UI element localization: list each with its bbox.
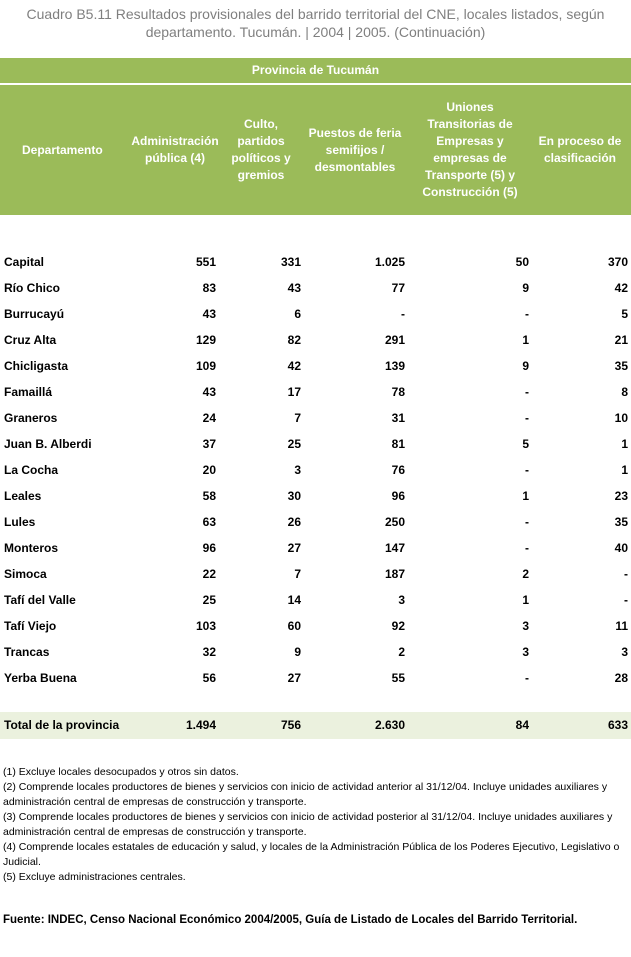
row-label: Capital xyxy=(4,255,45,269)
table-cell: 56 xyxy=(202,671,216,685)
table-row xyxy=(0,250,631,276)
row-label: Río Chico xyxy=(4,281,60,295)
table-cell: 14 xyxy=(287,593,301,607)
footnote: (5) Excluye administraciones centrales. xyxy=(3,871,186,883)
table-cell: 103 xyxy=(195,619,216,633)
table-cell: 187 xyxy=(384,567,405,581)
column-header-departamento: Departamento xyxy=(22,142,103,157)
table-cell: 25 xyxy=(287,437,301,451)
total-label: Total de la provincia xyxy=(4,718,120,732)
row-label: Tafí del Valle xyxy=(4,593,76,607)
table-cell: 42 xyxy=(614,281,628,295)
table-cell: 139 xyxy=(384,359,405,373)
table-row xyxy=(0,432,631,458)
row-label: Lules xyxy=(4,515,36,529)
table-cell: - xyxy=(401,307,405,321)
total-cell: 1.494 xyxy=(185,718,216,732)
table-cell: 331 xyxy=(280,255,301,269)
table-cell: 60 xyxy=(287,619,301,633)
table-cell: 2 xyxy=(398,645,405,659)
table-row xyxy=(0,484,631,510)
table-cell: - xyxy=(525,307,529,321)
table-cell: 23 xyxy=(614,489,628,503)
table-cell: 1 xyxy=(621,437,628,451)
table-cell: 3 xyxy=(621,645,628,659)
table-row xyxy=(0,354,631,380)
table-cell: 7 xyxy=(294,567,301,581)
table-cell: 96 xyxy=(202,541,216,555)
footnotes xyxy=(3,765,629,885)
table-cell: 35 xyxy=(614,359,628,373)
table-cell: 24 xyxy=(202,411,216,425)
total-cell: 756 xyxy=(280,718,301,732)
row-label: Yerba Buena xyxy=(4,671,77,685)
table-cell: 83 xyxy=(202,281,216,295)
table-cell: 40 xyxy=(614,541,628,555)
table-row xyxy=(0,510,631,536)
table-body xyxy=(0,250,631,692)
table-cell: 9 xyxy=(522,281,529,295)
table-cell: 31 xyxy=(391,411,405,425)
total-cell: 84 xyxy=(515,718,529,732)
table-cell: - xyxy=(525,411,529,425)
table-cell: 109 xyxy=(195,359,216,373)
table-cell: 55 xyxy=(391,671,405,685)
table-row xyxy=(0,666,631,692)
footnote: (3) Comprende locales productores de bienes y servicios con inicio de actividad posterior al 31/12/04. Incluye unidades auxiliares y administración central de empresas de construcción y transporte. xyxy=(3,811,613,838)
table-cell: 10 xyxy=(614,411,628,425)
table-cell: 25 xyxy=(202,593,216,607)
footnote: (1) Excluye locales desocupados y otros sin datos. xyxy=(3,766,239,778)
table-cell: 78 xyxy=(391,385,405,399)
table-row xyxy=(0,380,631,406)
table-cell: 32 xyxy=(202,645,216,659)
table-row xyxy=(0,536,631,562)
row-label: Famaillá xyxy=(4,385,53,399)
table-cell: 1 xyxy=(522,489,529,503)
footnote: (4) Comprende locales estatales de educación y salud, y locales de la Administración Pública de los Poderes Ejecutivo, Legislativo o Judicial. xyxy=(3,841,620,868)
table-cell: - xyxy=(525,463,529,477)
table-cell: 2 xyxy=(522,567,529,581)
table-cell: 9 xyxy=(294,645,301,659)
table-cell: 76 xyxy=(391,463,405,477)
row-label: Simoca xyxy=(4,567,47,581)
table-cell: 28 xyxy=(614,671,628,685)
table-cell: 3 xyxy=(398,593,405,607)
table-cell: 92 xyxy=(391,619,405,633)
column-header-puestos: Puestos de feria semifijos / desmontables xyxy=(308,125,402,174)
column-header-uniones: Uniones Transitorias de Empresas y empresas de Transporte (5) y Construcción (5) xyxy=(422,100,518,199)
footnote: (2) Comprende locales productores de bienes y servicios con inicio de actividad anterior al 31/12/04. Incluye unidades auxiliares y administración central de empresas de construcción y transporte. xyxy=(3,781,608,808)
table-cell: 20 xyxy=(202,463,216,477)
table-cell: - xyxy=(624,567,628,581)
table-cell: 27 xyxy=(287,541,301,555)
table-cell: 3 xyxy=(522,645,529,659)
table-cell: 37 xyxy=(202,437,216,451)
column-header-row xyxy=(0,83,631,215)
table-cell: 5 xyxy=(621,307,628,321)
table-cell: 8 xyxy=(621,385,628,399)
table-row xyxy=(0,302,631,328)
row-label: Monteros xyxy=(4,541,58,555)
source-note: Fuente: INDEC, Censo Nacional Económico 2004/2005, Guía de Listado de Locales del Barrido Territorial. xyxy=(3,914,578,926)
province-band: Provincia de Tucumán xyxy=(0,58,631,83)
table-row xyxy=(0,406,631,432)
table-row xyxy=(0,458,631,484)
row-label: La Cocha xyxy=(4,463,59,477)
table-cell: 3 xyxy=(294,463,301,477)
table-cell: 50 xyxy=(515,255,529,269)
row-label: Chicligasta xyxy=(4,359,69,373)
table-cell: 9 xyxy=(522,359,529,373)
table-cell: 81 xyxy=(391,437,405,451)
total-cell: 633 xyxy=(607,718,628,732)
table-cell: 5 xyxy=(522,437,529,451)
table-cell: 551 xyxy=(195,255,216,269)
table-title: Cuadro B5.11 Resultados provisionales del barrido territorial del CNE, locales listados, según departamento. Tucumán. | 2004 | 2005. (Continuación) xyxy=(26,6,605,40)
table-cell: 43 xyxy=(287,281,301,295)
table-cell: 43 xyxy=(202,385,216,399)
table-row xyxy=(0,328,631,354)
table-cell: 77 xyxy=(391,281,405,295)
table-cell: 42 xyxy=(287,359,301,373)
table-cell: 370 xyxy=(607,255,628,269)
table-cell: 17 xyxy=(287,385,301,399)
row-label: Leales xyxy=(4,489,42,503)
table-cell: 35 xyxy=(614,515,628,529)
table-cell: 129 xyxy=(195,333,216,347)
table-cell: 1 xyxy=(621,463,628,477)
table-cell: 27 xyxy=(287,671,301,685)
table-cell: 63 xyxy=(202,515,216,529)
row-label: Trancas xyxy=(4,645,50,659)
table-row xyxy=(0,588,631,614)
table-cell: 96 xyxy=(391,489,405,503)
table-cell: 21 xyxy=(614,333,628,347)
row-label: Burrucayú xyxy=(4,307,65,321)
table-cell: 147 xyxy=(384,541,405,555)
table-cell: - xyxy=(624,593,628,607)
column-header-proceso: En proceso de clasificación xyxy=(538,134,622,165)
table-cell: 1 xyxy=(522,333,529,347)
table-cell: - xyxy=(525,385,529,399)
table-cell: - xyxy=(525,541,529,555)
table-row xyxy=(0,562,631,588)
table-cell: 1.025 xyxy=(374,255,405,269)
column-header-administracion: Administración pública (4) xyxy=(131,134,219,165)
total-cell: 2.630 xyxy=(374,718,405,732)
table-cell: - xyxy=(525,515,529,529)
table-cell: 82 xyxy=(287,333,301,347)
row-label: Juan B. Alberdi xyxy=(4,437,92,451)
table-row xyxy=(0,614,631,640)
row-label: Cruz Alta xyxy=(4,333,57,347)
total-row xyxy=(0,712,631,739)
table-row xyxy=(0,276,631,302)
table-row xyxy=(0,640,631,666)
table-cell: 250 xyxy=(384,515,405,529)
table-cell: 1 xyxy=(522,593,529,607)
column-header-culto: Culto, partidos políticos y gremios xyxy=(231,117,291,182)
table-cell: 26 xyxy=(287,515,301,529)
table-cell: 3 xyxy=(522,619,529,633)
table-cell: 22 xyxy=(202,567,216,581)
table-cell: 58 xyxy=(202,489,216,503)
table-cell: 30 xyxy=(287,489,301,503)
table-cell: - xyxy=(525,671,529,685)
row-label: Graneros xyxy=(4,411,58,425)
table-cell: 291 xyxy=(384,333,405,347)
table-cell: 7 xyxy=(294,411,301,425)
table-cell: 6 xyxy=(294,307,301,321)
table-cell: 43 xyxy=(202,307,216,321)
row-label: Tafí Viejo xyxy=(4,619,57,633)
table-cell: 11 xyxy=(615,619,628,633)
